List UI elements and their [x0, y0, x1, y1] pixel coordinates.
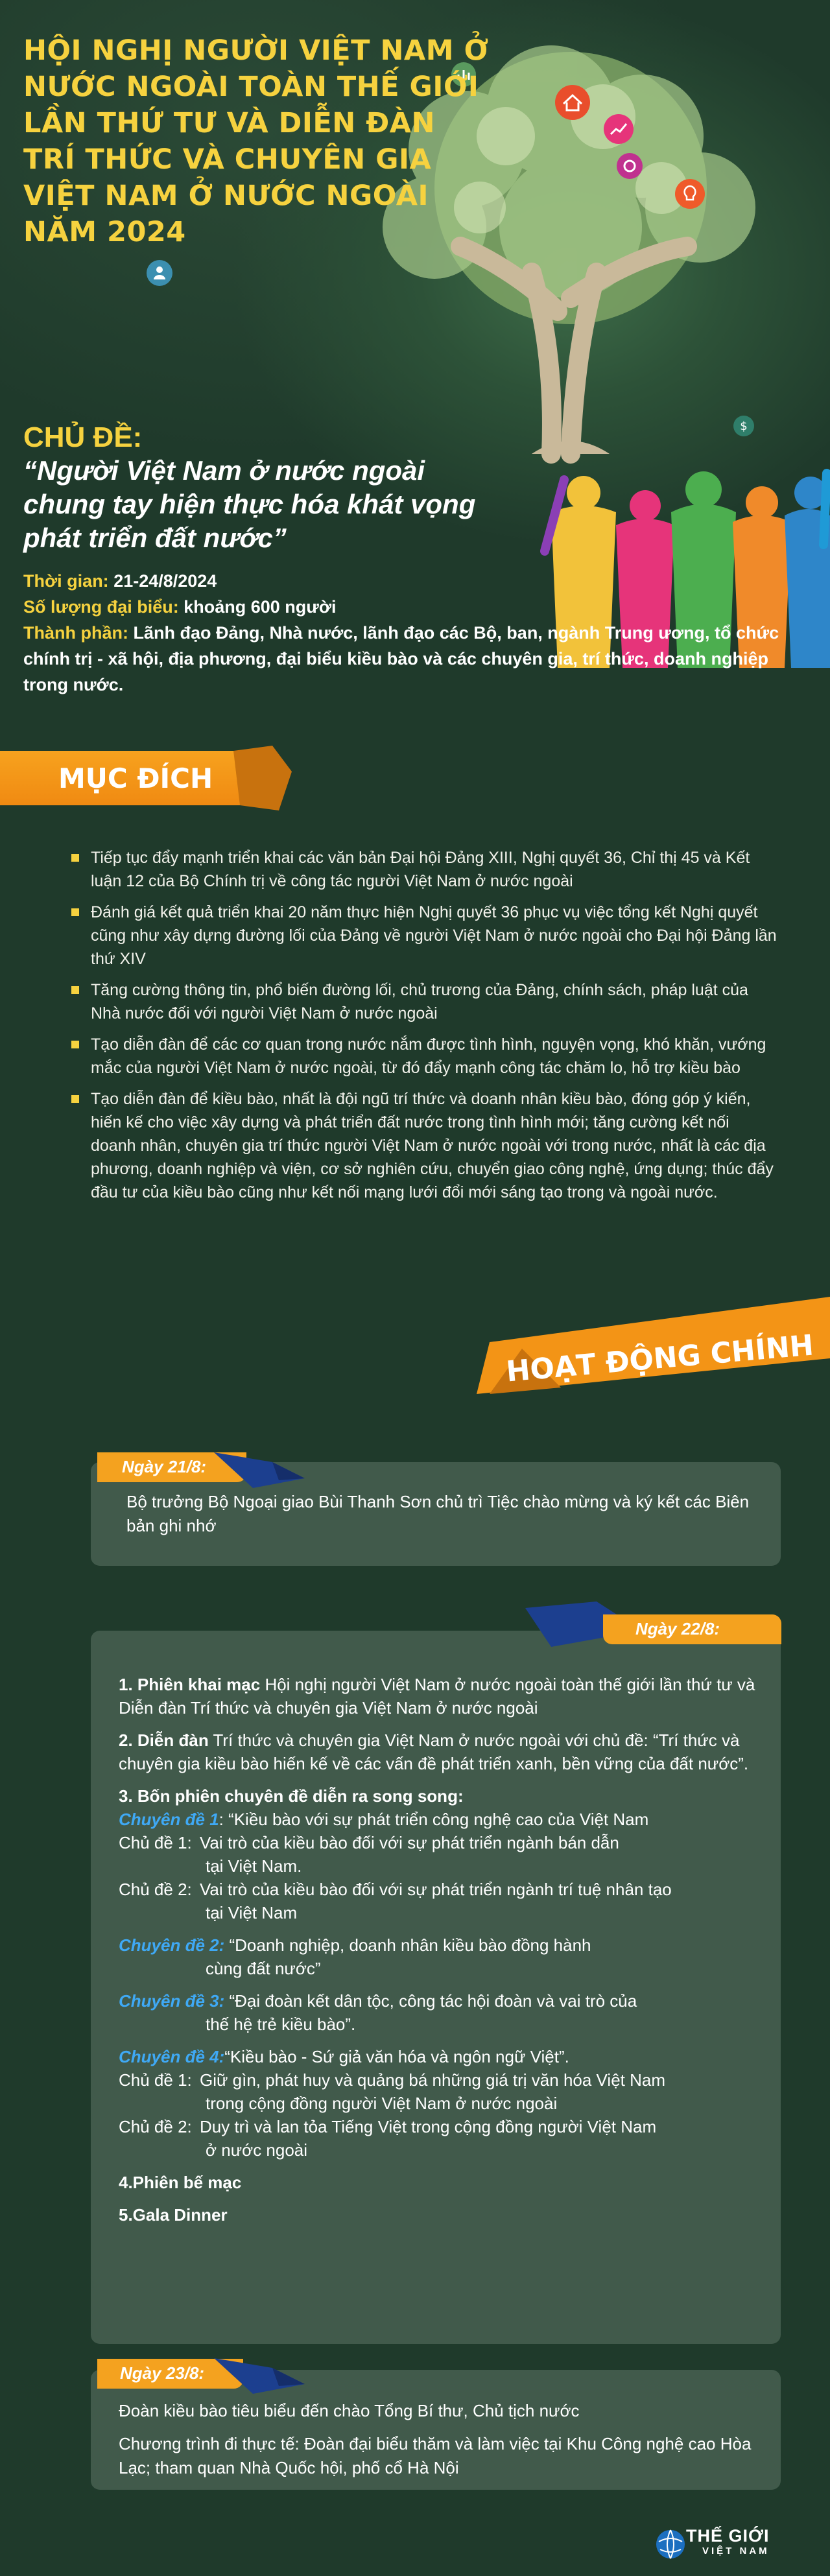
agenda-item-forum [119, 1729, 774, 1775]
gear-icon [616, 152, 643, 180]
purpose-banner-tail [233, 746, 292, 817]
composition-value: Lãnh đạo Đảng, Nhà nước, lãnh đạo các Bộ, ban, ngành Trung ương, tổ chức chính trị - xã hội, địa phương, đại biểu kiều bào và các chuyên gia, trí thức, doanh nghiệp trong nước. [23, 623, 779, 694]
session-label: Chuyên đề 2: [119, 1935, 225, 1955]
day-label: Ngày 23/8: [120, 2363, 205, 2383]
day-label: Ngày 21/8: [122, 1457, 207, 1476]
time-label: Thời gian: [23, 571, 109, 591]
session-text-cont: cùng đất nước” [206, 1959, 321, 1978]
session-label: Chuyên đề 1 [119, 1810, 219, 1829]
subtopic-text: Duy trì và lan tỏa Tiếng Việt trong cộng đồng người Việt Nam [200, 2117, 657, 2136]
session-text-cont: thế hệ trẻ kiều bào”. [206, 2015, 356, 2034]
subtopic-text: Vai trò của kiều bào đối với sự phát triển ngành trí tuệ nhân tạo [200, 1880, 672, 1899]
people-icon [146, 259, 173, 287]
agenda-bold: 2. Diễn đàn [119, 1731, 209, 1750]
purpose-item: Đánh giá kết quả triển khai 20 năm thực hiện Nghị quyết 36 phục vụ việc tổng kết Nghị quyết cũng như xây dựng đường lối của Đảng về người Việt Nam ở nước ngoài cho Đại hội Đảng lần thứ XIV [91, 901, 778, 971]
agenda-item-opening [119, 1673, 774, 1719]
subtopic-text: Vai trò của kiều bào đối với sự phát triển ngành bán dẫn [200, 1833, 619, 1852]
svg-text:$: $ [740, 419, 748, 433]
subtopic-text-cont: tại Việt Nam [206, 1903, 298, 1922]
purpose-item: Tiếp tục đẩy mạnh triển khai các văn bản Đại hội Đảng XIII, Nghị quyết 36, Chỉ thị 45 và Kết luận 12 của Bộ Chính trị về công tác người Việt Nam ở nước ngoài [91, 846, 778, 893]
agenda-text: Hội nghị người Việt Nam ở nước ngoài toàn thế giới lần thứ tư và Diễn đàn Trí thức và chuyên gia Việt Nam ở nước ngoài [119, 1675, 755, 1718]
session-label: Chuyên đề 4: [119, 2047, 225, 2066]
subtopic [119, 2068, 774, 2092]
session-text: “Doanh nghiệp, doanh nhân kiều bào đồng hành [224, 1935, 591, 1955]
logo-sub: VIỆT NAM [702, 2546, 770, 2557]
page-title: HỘI NGHỊ NGƯỜI VIỆT NAM Ở NƯỚC NGOÀI TOÀN THẾ GIỚI LẦN THỨ TƯ VÀ DIỄN ĐÀN TRÍ THỨC VÀ CHUYÊN GIA VIỆT NAM Ở NƯỚC NGOÀI NĂM 2024 [23, 34, 489, 248]
day-text-line: Chương trình đi thực tế: Đoàn đại biểu thăm và làm việc tại Khu Công nghệ cao Hòa Lạc; tham quan Nhà Quốc hội, phố cổ Hà Nội [119, 2434, 752, 2477]
dollar-icon [733, 415, 755, 437]
chart-icon [603, 113, 634, 145]
day-text: Bộ trưởng Bộ Ngoại giao Bùi Thanh Sơn chủ trì Tiệc chào mừng và ký kết các Biên bản ghi nhớ [126, 1492, 750, 1535]
subtopic-text-cont: ở nước ngoài [206, 2140, 308, 2160]
session-label: Chuyên đề 3: [119, 1991, 225, 2011]
subtopic-label: Chủ đề 1: [119, 1833, 192, 1852]
day-label: Ngày 22/8: [635, 1619, 720, 1638]
purpose-item: Tạo diễn đàn để kiều bào, nhất là đội ngũ trí thức và doanh nhân kiều bào, đóng góp ý kiến, hiến kế cho việc xây dựng và phát triển đất nước trong tình hình mới; tăng cường kết nối doanh nhân, chuyên gia trí thức người Việt Nam ở nước ngoài với trong nước, nhất là các địa phương, doanh nghiệp và viện, cơ sở nghiên cứu, chuyển giao công nghệ, ứng dụng; thúc đẩy đầu tư của kiều bào cũng như kết nối mạng lưới đổi mới sáng tạo trong và ngoài nước. [91, 1087, 778, 1204]
subtopic [119, 1878, 774, 1901]
subtopic [119, 2115, 774, 2138]
lightbulb-icon [674, 178, 706, 209]
day-text-line: Đoàn kiều bào tiêu biểu đến chào Tổng Bí thư, Chủ tịch nước [119, 2401, 580, 2420]
session-text: “Kiều bào - Sứ giả văn hóa và ngôn ngữ Việt”. [224, 2047, 569, 2066]
purpose-list [91, 846, 778, 1212]
agenda-item-closing: 4.Phiên bế mạc [119, 2173, 242, 2192]
agenda-item-sessions: 3. Bốn phiên chuyên đề diễn ra song song: [119, 1786, 464, 1806]
session-1 [119, 1808, 774, 1831]
delegates-label: Số lượng đại biểu: [23, 597, 179, 617]
event-composition [23, 620, 808, 698]
subtopic-label: Chủ đề 1: [119, 2070, 192, 2090]
event-time [23, 568, 808, 594]
composition-label: Thành phần: [23, 623, 128, 643]
subtopic-text-cont: tại Việt Nam. [206, 1856, 302, 1876]
activities-heading: HOẠT ĐỘNG CHÍNH [504, 1329, 815, 1389]
flag-icon [214, 2355, 305, 2400]
agenda-text: Trí thức và chuyên gia Việt Nam ở nước ngoài với chủ đề: “Trí thức và chuyên gia kiều bào hiến kế về các vấn đề phát triển xanh, bền vững của đất nước”. [119, 1731, 749, 1773]
subtopic-text: Giữ gìn, phát huy và quảng bá những giá trị văn hóa Việt Nam [200, 2070, 666, 2090]
delegates-value: khoảng 600 người [178, 597, 337, 617]
purpose-item: Tạo diễn đàn để các cơ quan trong nước nắm được tình hình, nguyện vọng, khó khăn, vướng mắc của người Việt Nam ở nước ngoài, từ đó đẩy mạnh công tác chăm lo, hỗ trợ kiều bào [91, 1033, 778, 1080]
day-text [119, 2399, 767, 2480]
session-3 [119, 1989, 774, 2013]
subtopic-label: Chủ đề 2: [119, 1880, 192, 1899]
event-delegates [23, 594, 808, 620]
subtopic-text-cont: trong cộng đồng người Việt Nam ở nước ngoài [206, 2094, 558, 2113]
purpose-item: Tăng cường thông tin, phổ biến đường lối, chủ trương của Đảng, chính sách, pháp luật của Nhà nước đối với người Việt Nam ở nước ngoài [91, 978, 778, 1025]
session-text: : “Kiều bào với sự phát triển công nghệ cao của Việt Nam [219, 1810, 649, 1829]
session-text: “Đại đoàn kết dân tộc, công tác hội đoàn và vai trò của [224, 1991, 637, 2011]
session-4 [119, 2045, 774, 2068]
subtopic-label: Chủ đề 2: [119, 2117, 192, 2136]
subtopic [119, 1831, 774, 1854]
theme-text: “Người Việt Nam ở nước ngoài chung tay hiện thực hóa khát vọng phát triển đất nước” [23, 455, 476, 553]
day2-content [119, 1673, 774, 2227]
home-icon [554, 84, 591, 121]
event-info [23, 568, 808, 698]
purpose-heading: MỤC ĐÍCH [58, 762, 213, 794]
flag-icon [214, 1449, 305, 1495]
theme-label: CHỦ ĐỀ: [23, 421, 143, 453]
agenda-bold: 1. Phiên khai mạc [119, 1675, 261, 1694]
agenda-item-gala: 5.Gala Dinner [119, 2205, 228, 2225]
session-2 [119, 1933, 774, 1957]
time-value: 21-24/8/2024 [108, 571, 217, 591]
logo-name: THẾ GIỚI [686, 2526, 770, 2546]
